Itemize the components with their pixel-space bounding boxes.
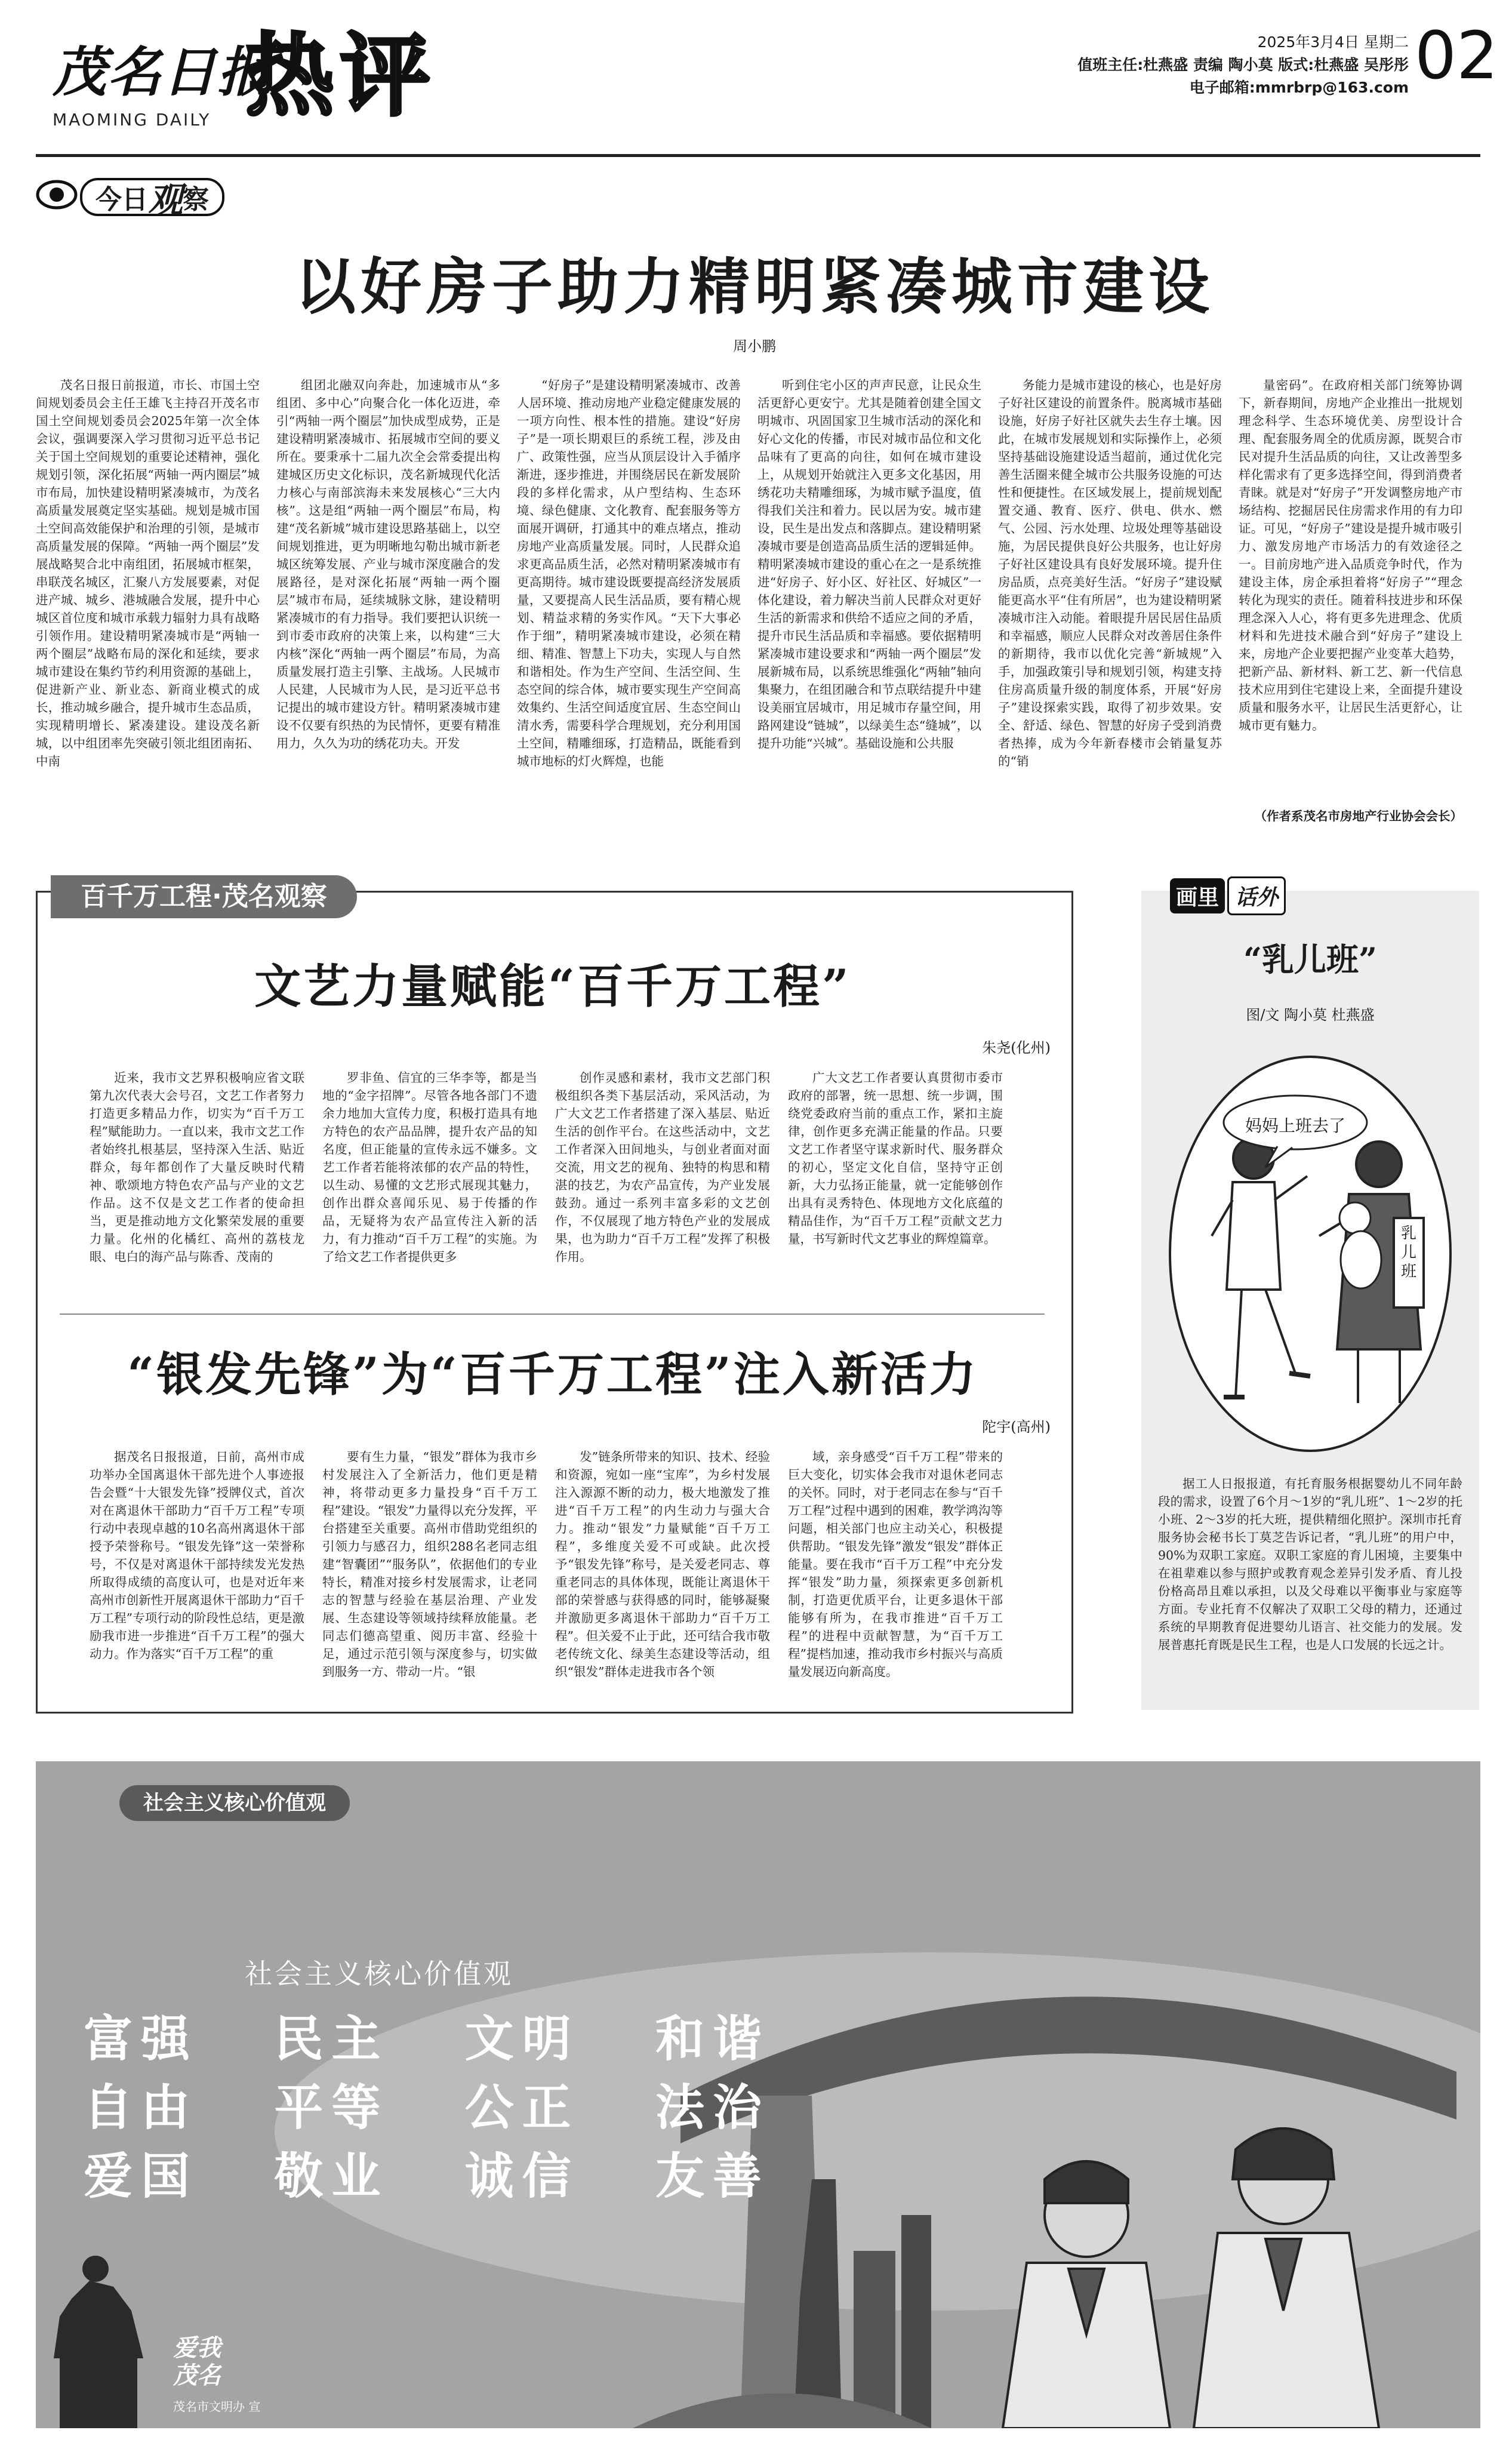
- value-word: 民主: [274, 2011, 389, 2068]
- article2-headline: 文艺力量赋能“百千万工程”: [254, 959, 851, 1014]
- lead-col-5: 务能力是城市建设的核心，也是好房子好社区建设的前置条件。脱离城市基础设施，好房子好社区就失去生存土壤。因此，在城市发展规划和实际操作上，必须坚持基础设施建设适当超前，通过优化完善生活圈来健全城市公共服务设施的可达性和便捷性。在区域发展上，提前规划配置交通、教育、医疗、供电、供水、燃气、公园、污水处理、垃圾处理等基础设施，为居民提供良好公共服务，也让好房子好社区建设具有良好发展环境。提升住房品质，点亮美好生活。“好房子”建设赋能更高水平“住有所居”，也为建设精明紧凑城市注入动能。着眼提升居民居住品质和幸福感，顺应人民群众对改善居住条件的新期待，我市以优化完善“新城规”入手，加强政策引导和规划引领，构建支持住房高质量升级的制度体系，开展“好房子”建设探索实践，取得了初步效果。安全、舒适、绿色、智慧的好房子受到消费者热捧，成为今年新春楼市会销量复苏的“销: [998, 378, 1222, 768]
- value-word: 平等: [274, 2080, 389, 2136]
- lead-byline: 周小鹏: [733, 338, 776, 355]
- values-row-1: [84, 2000, 770, 2069]
- tag-prefix: 今日: [96, 184, 148, 215]
- value-word: 友善: [655, 2148, 770, 2205]
- email-line: 电子邮箱:mmrbrp@163.com: [1189, 79, 1409, 96]
- article2-col-4: 广大文艺工作者要认真贯彻市委市政府的部署，统一思想、统一步调，围绕党委政府当前的重点工作，紧扣主旋律，创作更多充满正能量的作品。只要文艺工作者坚守谋求新时代、服务群众的初心，坚定文化自信，坚持守正创新，大力弘扬正能量，就一定能够创作出具有灵秀特色、体现地方文化底蕴的精品佳作，为“百千万工程”贡献文艺力量，书写新时代文艺事业的辉煌篇章。: [788, 1070, 1003, 1246]
- article3-col-2: 要有生力量，“银发”群体为我市乡村发展注入了全新活力，他们更是精神，将带动更多力量投身“百千万工程”建设。“银发”力量得以充分发挥，平台搭建至关重要。高州市借助党组织的引领力与感召力，组织288名老同志组建“智囊团”“服务队”，依据他们的专业特长，精准对接乡村发展需求，让老同志的智慧与经验在基层治理、产业发展、生态建设等领域持续释放能量。老同志们德高望重、阅历丰富、经验十足，通过示范引领与深度参与，切实做到服务一方、带动一片。“银: [322, 1450, 537, 1679]
- section-divider: [60, 1313, 1045, 1315]
- value-word: 文明: [464, 2011, 580, 2068]
- article2-col-3: 创作灵感和素材，我市文艺部门积极组织各类下基层活动，采风活动，为广大文艺工作者搭建了深入基层、贴近生活的创作平台。在这些活动中，文艺工作者深入田间地头，与创业者面对面交流，用文艺的视角、独特的构思和精湛的技艺，为农产品宣传，为产业发展鼓劲。通过一系列丰富多彩的文艺创作，不仅展现了地方特色产业的发展成果，也为助力“百千万工程”发挥了积极作用。: [555, 1070, 770, 1264]
- value-word: 爱国: [84, 2148, 199, 2205]
- date-line: 2025年3月4日 星期二: [1257, 33, 1409, 51]
- tag-suffix: 察: [183, 184, 210, 215]
- masthead: [0, 0, 1509, 179]
- values-row-2: [84, 2069, 770, 2137]
- lead-col-4: 听到住宅小区的声声民意，让民众生活更舒心更安宁。尤其是随着创建全国文明城市、巩固国家卫生城市活动的深化和好心文化的传播，市民对城市品位和文化品味有了更高的向往，如何在城市建设上，从规划开始就注入更多文化基因，用绣花功夫精雕细琢，为城市赋予温度，值得我们关注和着力。民以居为安。城市建设，民生是出发点和落脚点。建设精明紧凑城市要是创造高品质生活的逻辑延伸。精明紧凑城市建设的重心在之一是系统推进“好房子、好小区、好社区、好城区”一体化建设，着力解决当前人民群众对更好生活的新需求和供给不适应之间的矛盾，提升市民生活品质和幸福感。要依据精明紧凑城市建设要求和“两轴一两个圈层”发展新城布局，以系统思维强化“两轴”轴向集聚力，在组团融合和节点联结提升中建设美丽宜居城市，用足城市存量空间，用路网建设“链城”，以绿美生态“缝城”，以提升功能“兴城”。基础设施和公共服: [757, 378, 981, 750]
- lead-col-6: 量密码”。在政府相关部门统筹协调下，新春期间，房地产企业推出一批规划理念科学、生态环境优美、房型设计合理、配套服务周全的优质房源，既契合市民对提升生活品质的向往，又让改善型多样化需求有了更多选择空间，得到消费者青睐。就是对“好房子”开发调整房地产市场结构、挖掘居民住房需求作用的有力印证。可见，“好房子”建设是提升城市吸引力、激发房地产市场活力的有效途径之一。目前房地产进入品质竞争时代，作为建设主体，房企承担着将“好房子”“理念转化为现实的责任。随着科技进步和环保理念深入人心，将有更多先进理念、优质材料和先进技术融合到“好房子”建设上来，房地产企业要把握产业变革大趋势，把新产品、新材料、新工艺、新一代信息技术应用到住宅建设上来，全面提升建设质量和服务水平，让居民生活更舒心，让城市更有魅力。: [1239, 378, 1462, 733]
- value-word: 富强: [84, 2011, 199, 2068]
- eye-icon: [36, 177, 78, 213]
- values-tag-label: 社会主义核心价值观: [143, 1791, 326, 1815]
- article3-col-3: 发”链条所带来的知识、技术、经验和资源，宛如一座“宝库”，为乡村发展注入源源不断的动力，极大地激发了推进“百千万工程”的内生动力与强大合力。推动“银发”力量赋能“百千万工程”，多维度关爱不可或缺。此次授予“银发先锋”称号，是关爱老同志、尊重老同志的具体体现，既能让离退休干部的荣誉感与获得感的同时，能够凝聚并激励更多离退休干部助力“百千万工程”。但关爱不止于此，还可结合我市敬老传统文化、绿美生态建设等活动，组织“银发”群体走进我市各个领: [555, 1450, 770, 1679]
- column-tag: [36, 173, 233, 220]
- poster-slogan: [173, 2334, 221, 2389]
- article3-headline: “银发先锋”为“百千万工程”注入新活力: [127, 1348, 978, 1402]
- value-word: 敬业: [274, 2148, 389, 2205]
- article2-col-1: 近来，我市文艺界积极响应省文联第九次代表大会号召，文艺工作者努力打造更多精品力作，切实为“百千万工程”赋能助力。一直以来，我市文艺工作者始终扎根基层，坚持深入生活、贴近群众，每年都创作了大量反映时代精神、歌颂地方特色农产品与产业的文艺作品。这不仅是文艺工作者的使命担当，更是推动地方文化繁荣发展的重要力量。化州的化橘红、高州的荔枝龙眼、电白的海产品与陈香、茂南的: [90, 1070, 304, 1264]
- poster-office: 茂名市文明办 宣: [173, 2400, 261, 2414]
- slogan-line-2: 茂名: [173, 2361, 221, 2389]
- section-banner: [51, 875, 357, 918]
- tag-highlight: 观: [148, 180, 183, 220]
- editors-line: 值班主任:杜燕盛 责编 陶小莫 版式:杜燕盛 吴彤彤: [1077, 56, 1409, 73]
- value-word: 和谐: [655, 2011, 770, 2068]
- cartoon-title: “乳儿班”: [1243, 940, 1378, 979]
- lead-author-note: （作者系茂名市房地产行业协会会长）: [1254, 809, 1462, 823]
- lead-col-3: “好房子”是建设精明紧凑城市、改善人居环境、推动房地产业稳定健康发展的一项方向性、根本性的措施。建设“好房子”是一项长期艰巨的系统工程，涉及由广、政策性强，应当从顶层设计入手循序渐进，逐步推进，并围绕居民在新发展阶段的多样化需求，从户型结构、生态环境、绿色健康、文化教育、配套服务等方面展开调研，打通其中的难点堵点，推动房地产业高质量发展。同时，人民群众追求更高品质生活，必然对精明紧凑城市有更高期待。城市建设既要提高经济发展质量，又要提高人民生活品质，要有精心规划、精益求精的务实作风。“天下大事必作于细”，精明紧凑城市建设，必须在精细、精准、智慧上下功夫，实现人与自然和谐相处。作为生产空间、生活空间、生态空间的综合体，城市要实现生产空间高效集约、生活空间适度宜居、生态空间山清水秀，需要科学合理规划，充分利用国土空间，精雕细琢，打造精品，既能看到城市地标的灯火辉煌，也能: [517, 378, 741, 768]
- cartoon-caption: 据工人日报报道，有托育服务根据婴幼儿不同年龄段的需求，设置了6个月～1岁的“乳儿班”、1～2岁的托小班、2～3岁的托大班，提供精细化照护。深圳市托育服务协会秘书长丁莫芝告诉记者，“乳儿班”的用户中，90%为双职工家庭。双职工家庭的育儿困境，主要集中在祖辈难以参与照护或教育观念差异引发矛盾、育儿投份格高昂且难以承担，以及父母难以平衡事业与家庭等方面。专业托育不仅解决了双职工父母的精力，还通过系统的早期教育促进婴幼儿语言、社交能力的发展。发展普惠托育既是民生工程，也是人口发展的长远之计。: [1158, 1476, 1462, 1652]
- section-title: 热评: [245, 23, 436, 128]
- article3-col-4: 域，亲身感受“百千万工程”带来的巨大变化，切实体会我市对退休老同志的关怀。同时，对于老同志在参与“百千万工程”过程中遇到的困难，教学鸿沟等问题，相关部门也应主动关心，积极提供帮助。“银发先锋”激发“银发”群体正能量。要在我市“百千万工程”中充分发挥“银发”助力量，须探索更多创新机制，打造更优质平台，让更多退休干部能够有所为，在我市推进“百千万工程”的进程中贡献智慧，为“百千万工程”提档加速，推动我市乡村振兴与高质量发展迈向新高度。: [788, 1450, 1003, 1679]
- speech-text: 妈妈上班去了: [1245, 1116, 1345, 1136]
- value-word: 诚信: [464, 2148, 580, 2205]
- article3-col-1: 据茂名日报报道，日前，高州市成功举办全国离退休干部先进个人事迹报告会暨“十大银发先锋”授牌仪式，首次对在离退休干部助力“百千万工程”专项行动中表现卓越的10名高州离退休干部授予荣誉称号。“银发先锋”这一荣誉称号，不仅是对离退休干部持续发光发热所取得成绩的高度认可，也是对近年来高州市创新性开展离退休干部助力“百千万工程”专项行动的阶段性总结，更是激励我市进一步推进“百千万工程”的强大动力。作为落实“百千万工程”的重: [90, 1450, 304, 1661]
- cartoon-tag-left: 画里: [1170, 878, 1225, 913]
- cartoon-illustration: [1158, 1039, 1462, 1457]
- slogan-line-1: 爱我: [173, 2334, 221, 2362]
- values-row-3: [84, 2137, 770, 2206]
- values-poster: [36, 1761, 1480, 2428]
- masthead-rule: [36, 154, 1480, 157]
- masthead-logo: [53, 29, 272, 142]
- logo-chinese: 茂名日报: [53, 41, 272, 104]
- value-word: 法治: [655, 2080, 770, 2136]
- article2-byline: 朱尧(化州): [982, 1039, 1051, 1056]
- logo-english: MAOMING DAILY: [53, 110, 211, 130]
- values-tag: [119, 1785, 350, 1821]
- lead-col-2: 组团北融双向奔赴，加速城市从“多组团、多中心”向聚合化一体化迈进，牵引“两轴一两个圈层”加快成型成势，正是建设精明紧凑城市、拓展城市空间的要义所在。要秉承十二届九次全会常委提出构建城区历史文化标识，茂名新城现代化活力核心与南部滨海未来发展核心“三大内核”。这是组“两轴一两个圈层”布局，构建“茂名新城”城市建设思路基础上，以空间规划推进，更为明晰地勾勒出城市新老城区统筹发展、产业与城市深度融合的发展路径，是对深化拓展“两轴一两个圈层”城市布局，延续城脉文脉，建设精明紧凑城市的有力指导。我们要把认识统一到市委市政府的决策上来，以构建“三大内核”深化“两轴一两个圈层”布局，为高质量发展打造主引擎、主战场。人民城市人民建，人民城市为人民，是习近平总书记提出的城市建设方针。精明紧凑城市建设不仅要有织热的为民情怀，更要有精准用力，久久为功的绣花功夫。开发: [276, 378, 500, 750]
- lead-col-1: 茂名日报日前报道，市长、市国土空间规划委员会主任王雄飞主持召开茂名市国土空间规划委员会2025年第一次全体会议，强调要深入学习贯彻习近平总书记关于国土空间规划的重要论述精神，强化规划引领，深化拓展“两轴一两内圈层”城市布局，加快建设精明紧凑城市，为茂名高质量发展奠定坚实基础。规划是城市国土空间高效能保护和治理的引领，是城市高质量发展的保障。“两轴一两个圈层”发展战略契合北中南组团，拓展城市框架，串联茂名城区，汇聚八方发展要素，对促进产城、城乡、港城融合发展，提升中心城区首位度和城市承载力辐射力具有战略引领作用。建设精明紧凑城市是“两轴一两个圈层”战略布局的深化和延续，要求城市建设在集约节约利用资源的基础上，促进新产业、新业态、新商业模式的成长，推动城乡融合，提升城市生态品质，实现精明增长、紧凑建设。建设茂名新城，以中组团率先突破引领北组团南拓、中南: [36, 378, 260, 768]
- cartoon-section-tag: [1170, 878, 1286, 913]
- page-number: 02: [1415, 17, 1498, 94]
- value-word: 公正: [464, 2080, 580, 2136]
- issue-info: [955, 31, 1409, 99]
- lead-headline: 以好房子助力精明紧凑城市建设: [295, 251, 1214, 323]
- apron-text: 乳儿班: [1400, 1225, 1416, 1281]
- article3-byline: 陀宇(高州): [982, 1419, 1051, 1435]
- values-grid: [84, 2000, 770, 2206]
- value-word: 自由: [84, 2080, 199, 2136]
- section-banner-label: 百千万工程·茂名观察: [81, 881, 327, 912]
- cartoon-credit: 图/文 陶小莫 杜燕盛: [1246, 1007, 1375, 1023]
- article2-col-2: 罗非鱼、信宜的三华李等，都是当地的“金字招牌”。尽管各地各部门不遗余力地加大宣传力度，积极打造具有地方特色的农产品品牌，提升农产品的知名度，但正能量的宣传永远不嫌多。文艺工作者若能将浓郁的农产品的特性，以生动、易懂的文艺形式展现其魅力，创作出群众喜闻乐见、易于传播的作品，无疑将为农产品宣传注入新的活力，有力推动“百千万工程”的实施。为了给文艺工作者提供更多: [322, 1070, 537, 1264]
- values-heading: 社会主义核心价值观: [245, 1958, 513, 1990]
- cartoon-tag-right: 话外: [1227, 876, 1286, 915]
